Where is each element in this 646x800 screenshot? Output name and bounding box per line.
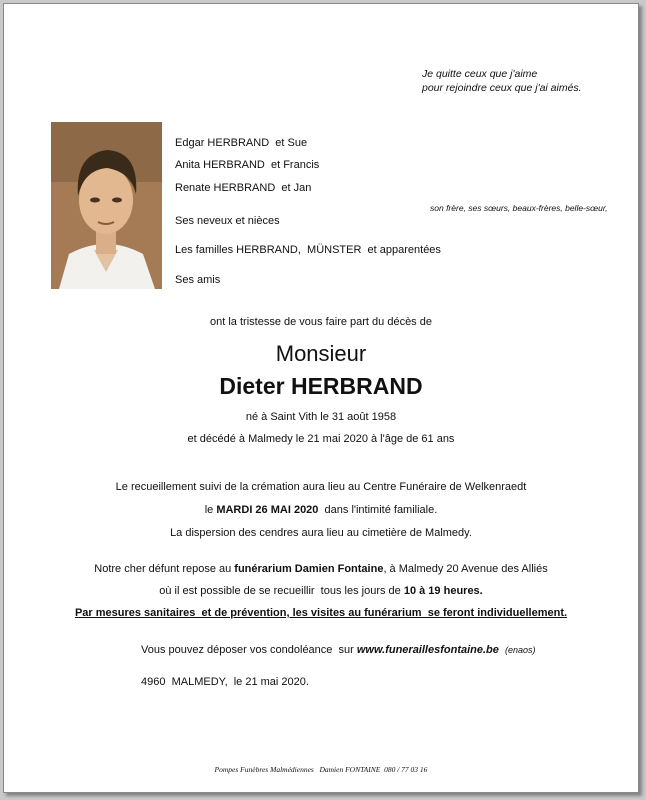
sanitary-notice: Par mesures sanitaires et de prévention, les visites au funérarium se feront individuellement.	[74, 607, 568, 619]
family-member-renate: Renate HERBRAND et Jan	[175, 182, 312, 194]
repose-line-2: où il est possible de se recueillir tous les jours de 10 à 19 heures.	[159, 585, 483, 597]
announcement-line: ont la tristesse de vous faire part du décès de	[210, 316, 432, 328]
quote-line-2: pour rejoindre ceux que j'ai aimés.	[422, 82, 582, 94]
funeral-home-footer: Pompes Funèbres Malmédiennes Damien FONTAINE 080 / 77 03 16	[214, 765, 428, 774]
condolence-note: (enaos)	[505, 645, 536, 655]
friends-line: Ses amis	[175, 274, 221, 286]
ceremony-date: MARDI 26 MAI 2020	[216, 504, 319, 516]
quote-line-1: Je quitte ceux que j'aime	[422, 68, 538, 80]
condolence-url[interactable]: www.funeraillesfontaine.be	[356, 644, 499, 656]
visiting-hours: 10 à 19 heures.	[403, 585, 483, 597]
funerarium-name: funérarium Damien Fontaine	[234, 563, 384, 575]
condolence-line: Vous pouvez déposer vos condoléance sur www.funeraillesfontaine.be (enaos)	[141, 644, 536, 656]
place-date-line: 4960 MALMEDY, le 21 mai 2020.	[141, 676, 309, 688]
family-member-edgar: Edgar HERBRAND et Sue	[175, 137, 308, 149]
salutation: Monsieur	[275, 341, 367, 366]
repose-line-1: Notre cher défunt repose au funérarium Damien Fontaine, à Malmedy 20 Avenue des Alliés	[94, 563, 548, 575]
death-line: et décédé à Malmedy le 21 mai 2020 à l'âge de 61 ans	[187, 433, 455, 445]
deceased-name: Dieter HERBRAND	[219, 373, 423, 399]
deceased-portrait	[51, 122, 162, 289]
ceremony-line-1: Le recueillement suivi de la crémation aura lieu au Centre Funéraire de Welkenraedt	[115, 481, 527, 493]
ceremony-line-2: le MARDI 26 MAI 2020 dans l'intimité familiale.	[204, 504, 438, 516]
family-member-anita: Anita HERBRAND et Francis	[175, 159, 320, 171]
relations-note: son frère, ses sœurs, beaux-frères, belle-sœur,	[430, 203, 608, 213]
families-line: Les familles HERBRAND, MÜNSTER et apparentées	[175, 244, 441, 256]
nephews-line: Ses neveux et nièces	[175, 215, 280, 227]
ceremony-line-3: La dispersion des cendres aura lieu au cimetière de Malmedy.	[170, 527, 472, 539]
obituary-page	[3, 3, 639, 793]
birth-line: né à Saint Vith le 31 août 1958	[245, 411, 397, 423]
